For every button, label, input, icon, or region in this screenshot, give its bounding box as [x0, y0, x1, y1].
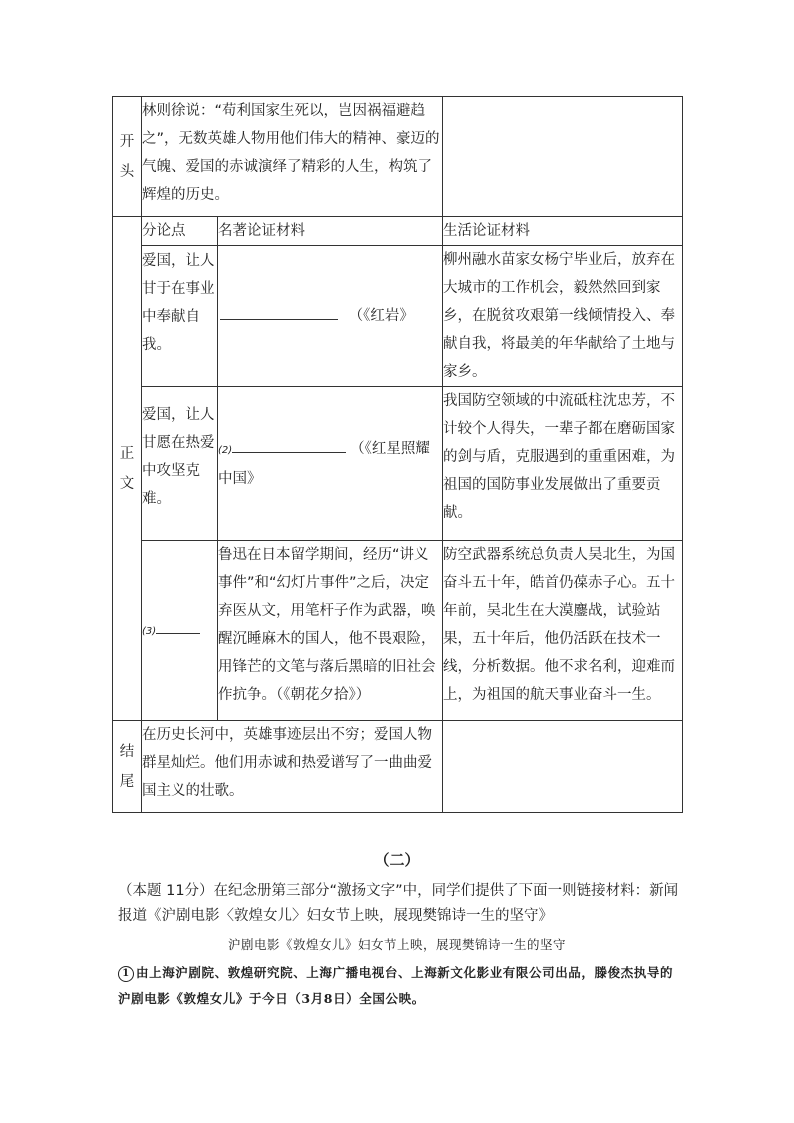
body-label-char-2: 文	[119, 475, 135, 492]
book-evidence-cell	[218, 541, 443, 721]
life-evidence-text: 防空武器系统总负责人吴北生，为国奋斗五十年，皓首仍葆赤子心。五十年前，吴北生在大漠鏖战，试验站果，五十年后，他仍活跃在技术一线，分析数据。他不求名利，迎难而上，为祖国的航天事业奋斗一生。	[443, 547, 675, 703]
header-point: 分论点	[142, 217, 218, 246]
point-text: 爱国，让人甘于在事业中奉献自我。	[142, 253, 215, 353]
point-cell	[142, 387, 218, 541]
body-header-row	[113, 217, 683, 246]
ending-row	[113, 721, 683, 813]
point-text: 爱国，让人甘愿在热爱中攻坚克难。	[142, 407, 215, 507]
life-evidence-text: 柳州融水苗家女杨宁毕业后，放弃在大城市的工作机会，毅然然回到家乡，在脱贫攻艰第一线倾情投入、奉献自我，将最美的年华献给了土地与家乡。	[443, 252, 675, 380]
header-book-evidence: 名著论证材料	[218, 217, 443, 246]
body-label	[113, 217, 142, 721]
life-evidence-cell	[443, 387, 683, 541]
opening-empty-cell	[443, 97, 683, 217]
ending-label	[113, 721, 142, 813]
opening-label	[113, 97, 142, 217]
ending-label-char-1: 结	[119, 743, 135, 760]
point-cell	[142, 246, 218, 387]
answer-blank-3[interactable]	[156, 633, 200, 634]
book-source: （《朝花夕拾》）	[276, 687, 371, 703]
paragraph-number-badge: 1	[118, 966, 134, 982]
book-evidence-text: 鲁迅在日本留学期间，经历“讲义事件”和“幻灯片事件”之后，决定弃医从文，用笔杆子作为武器，唤醒沉睡麻木的国人，他不畏艰险，用锋芒的文笔与落后黑暗的旧社会作抗争。	[218, 547, 436, 703]
question-intro: （本题 11分）在纪念册第三部分“激扬文字”中，同学们提供了下面一则链接材料：新闻报道《沪剧电影〈敦煌女儿〉妇女节上映，展现樊锦诗一生的坚守》	[118, 883, 679, 924]
news-headline: 沪剧电影《敦煌女儿》妇女节上映，展现樊锦诗一生的坚守	[227, 937, 566, 952]
news-paragraph	[118, 960, 684, 1012]
section-title: （二）	[374, 851, 420, 869]
life-evidence-cell	[443, 246, 683, 387]
answer-blank-2[interactable]	[232, 452, 346, 453]
question-number: (3)	[142, 625, 157, 637]
life-evidence-text: 我国防空领域的中流砥柱沈忠芳，不计较个人得失，一辈子都在磨砺国家的剑与盾，克服遇到的重重困难，为祖国的国防事业发展做出了重要贡献。	[443, 393, 675, 521]
book-evidence-cell	[218, 387, 443, 541]
point-cell	[142, 541, 218, 721]
book-source: （《红岩》	[348, 308, 414, 324]
book-evidence-cell	[218, 246, 443, 387]
table-row	[113, 541, 683, 721]
opening-row	[113, 97, 683, 217]
opening-label-char-1: 开	[119, 133, 135, 150]
ending-text	[142, 721, 443, 813]
ending-label-char-2: 尾	[119, 773, 135, 790]
opening-label-char-2: 头	[119, 163, 135, 180]
life-evidence-cell	[443, 541, 683, 721]
table-row	[113, 387, 683, 541]
book-source: （《红星照耀中国》	[218, 440, 430, 487]
opening-text-content: 林则徐说：“苟利国家生死以，岂因祸福避趋之”，无数英雄人物用他们伟大的精神、豪迈的气魄、爱国的赤诚演绎了精彩的人生，构筑了辉煌的历史。	[142, 103, 440, 203]
ending-text-content: 在历史长河中，英雄事迹层出不穷；爱国人物群星灿烂。他们用赤诚和热爱谱写了一曲曲爱国主义的壮歌。	[142, 727, 432, 799]
opening-text	[142, 97, 443, 217]
table-row	[113, 246, 683, 387]
essay-outline-table	[112, 96, 683, 813]
body-label-char-1: 正	[119, 445, 135, 462]
news-paragraph-text: 由上海沪剧院、敦煌研究院、上海广播电视台、上海新文化影业有限公司出品，滕俊杰执导的沪剧电影《敦煌女儿》于今日（3月8日）全国公映。	[118, 965, 674, 1006]
answer-blank-1[interactable]	[220, 319, 338, 320]
ending-empty-cell	[443, 721, 683, 813]
question-number: (2)	[218, 444, 233, 456]
header-life-evidence: 生活论证材料	[443, 217, 683, 246]
